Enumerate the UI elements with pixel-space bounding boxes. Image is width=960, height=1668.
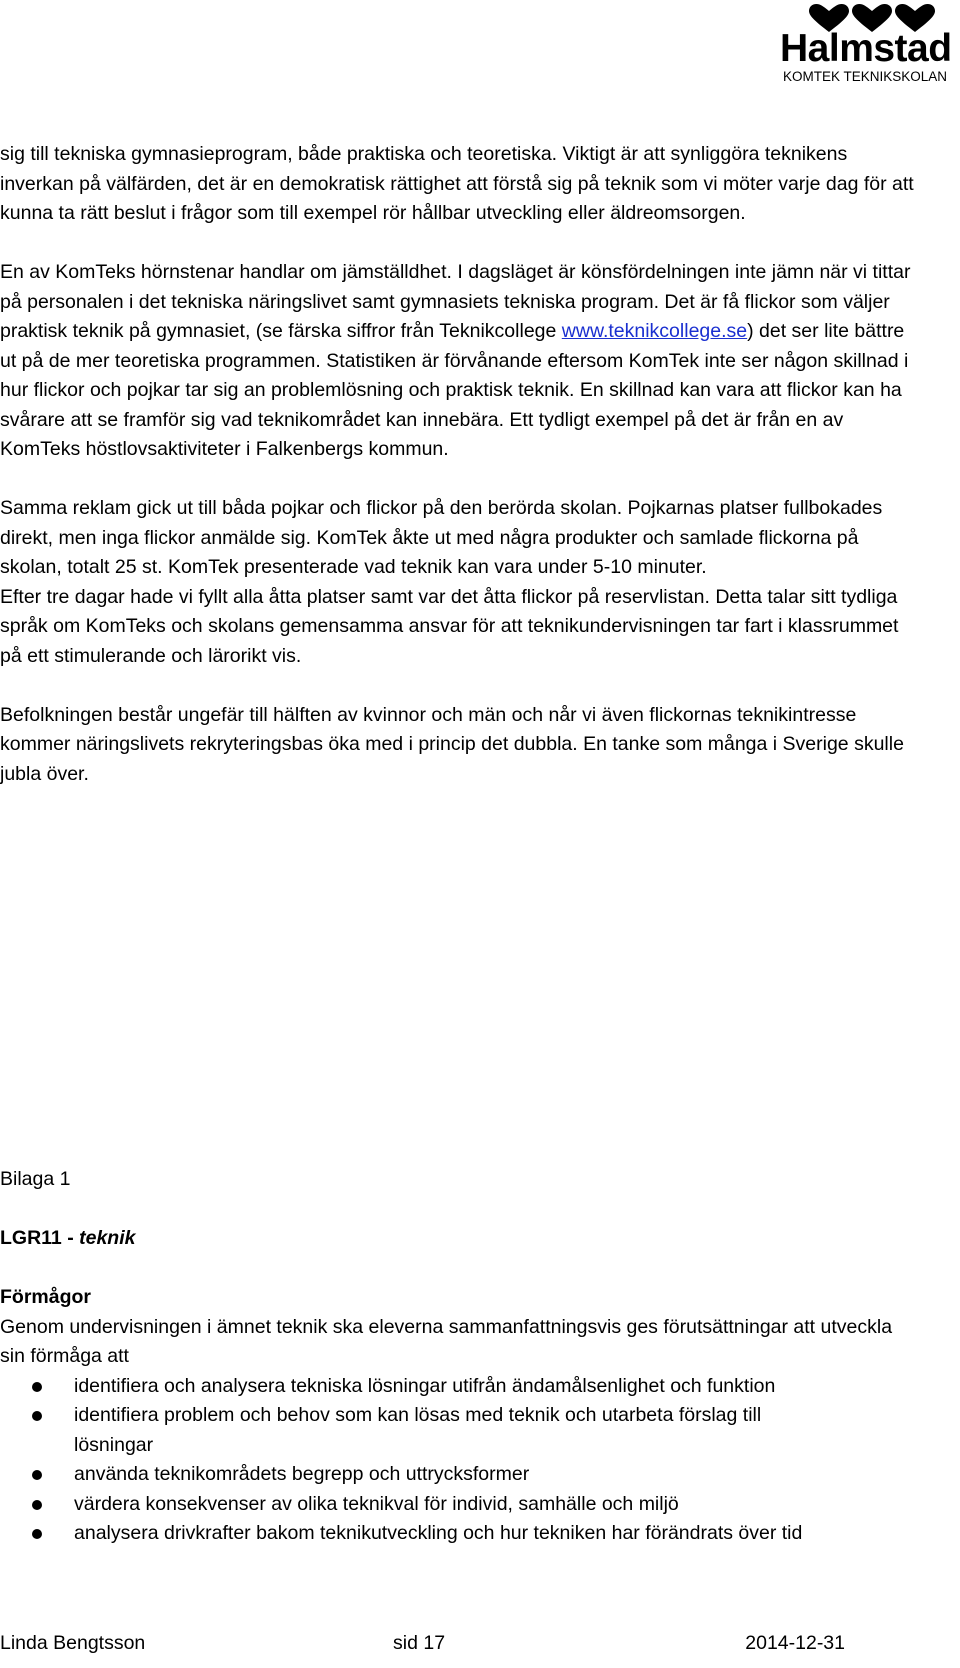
- bilaga-heading: [0, 1224, 920, 1254]
- bullet-icon: [32, 1529, 42, 1539]
- bilaga-heading-subject: teknik: [79, 1227, 136, 1249]
- paragraph-2-after: ) det ser lite bättre ut på de mer teoretiska programmen. Statistiken är förvånande eftersom KomTek inte ser någon skillnad i hur flickor och pojkar tar sig an problemlösning och praktisk teknik. En skillnad kan vara att flickor kan ha svårare att se framför sig vad teknikområdet kan innebära. Ett tydligt exempel på det är från en av KomTeks höstlovsaktiviteter i Falkenbergs kommun.: [0, 320, 909, 460]
- bilaga-label: Bilaga 1: [0, 1168, 71, 1190]
- logo-subtitle: KOMTEK TEKNIKSKOLAN: [783, 69, 948, 84]
- paragraph-1: sig till tekniska gymnasieprogram, både praktiska och teoretiska. Viktigt är att synliggöra teknikens inverkan på välfärden, det är en demokratisk rättighet att förstå sig på teknik som vi möter varje dag för att kunna ta rätt beslut i frågor som till exempel rör hållbar utveckling eller äldreomsorgen.: [0, 143, 914, 224]
- footer-page-number: sid 17: [393, 1632, 446, 1654]
- list-item-text: använda teknikområdets begrepp och uttrycksformer: [74, 1463, 530, 1485]
- paragraph-2: [0, 258, 920, 465]
- paragraph-5: Befolkningen består ungefär till hälften av kvinnor och män och når vi även flickornas teknikintresse kommer näringslivets rekryteringsbas öka med i princip det dubbla. En tanke som många i Sverige skulle jubla över.: [0, 703, 904, 785]
- list-item: [0, 1519, 814, 1549]
- abilities-list: [0, 1372, 920, 1549]
- paragraph-2-before: En av KomTeks hörnstenar handlar om jämställdhet. I dagsläget är könsfördelningen inte jämn när vi tittar på personalen i det tekniska näringslivet samt gymnasiets tekniska program. Det är få flickor som väljer praktisk teknik på gymnasiet, (se färska siffror från Teknikcollege: [0, 261, 911, 342]
- paragraph-4: Efter tre dagar hade vi fyllt alla åtta platser samt var det åtta flickor på reservlistan. Detta talar sitt tydliga språk om KomTeks och skolans gemensamma ansvar för att teknikundervisningen tar fart i klassrummet på ett stimulerande och lärorikt vis.: [0, 585, 899, 667]
- bilaga-intro: Genom undervisningen i ämnet teknik ska eleverna sammanfattningsvis ges förutsättningar att utveckla sin förmåga att: [0, 1315, 893, 1367]
- list-item-text: identifiera problem och behov som kan lösas med teknik och utarbeta förslag till lösningar: [74, 1404, 762, 1456]
- list-item-text: analysera drivkrafter bakom teknikutveckling och hur tekniken har förändrats över tid: [74, 1522, 803, 1544]
- footer-author: Linda Bengtsson: [0, 1632, 146, 1654]
- page-footer: [0, 1628, 920, 1658]
- bullet-icon: [32, 1382, 42, 1392]
- bilaga-subheading: Förmågor: [0, 1286, 92, 1308]
- footer-date: 2014-12-31: [745, 1632, 845, 1654]
- list-item: [0, 1490, 814, 1520]
- bilaga-section: [0, 1165, 920, 1549]
- list-item: [0, 1460, 814, 1490]
- list-item-text: identifiera och analysera tekniska lösningar utifrån ändamålsenlighet och funktion: [74, 1374, 776, 1397]
- paragraph-3: Samma reklam gick ut till båda pojkar och flickor på den berörda skolan. Pojkarnas platser fullbokades direkt, men inga flickor anmälde sig. KomTek åkte ut med några produkter och samlade flickorna på skolan, totalt 25 st. KomTek presenterade vad teknik kan vara under 5-10 minuter.: [0, 497, 883, 578]
- list-item: [0, 1401, 814, 1460]
- list-item-text: värdera konsekvenser av olika teknikval för individ, samhälle och miljö: [74, 1492, 679, 1515]
- halmstad-logo: [780, 4, 955, 86]
- bullet-icon: [32, 1470, 42, 1480]
- bullet-icon: [32, 1411, 42, 1421]
- bullet-icon: [32, 1500, 42, 1510]
- logo-name: Halmstad: [780, 27, 952, 70]
- list-item: [0, 1372, 814, 1402]
- document-body: [0, 140, 920, 819]
- bilaga-heading-main: LGR11 -: [0, 1227, 80, 1249]
- teknikcollege-link[interactable]: www.teknikcollege.se: [561, 320, 748, 342]
